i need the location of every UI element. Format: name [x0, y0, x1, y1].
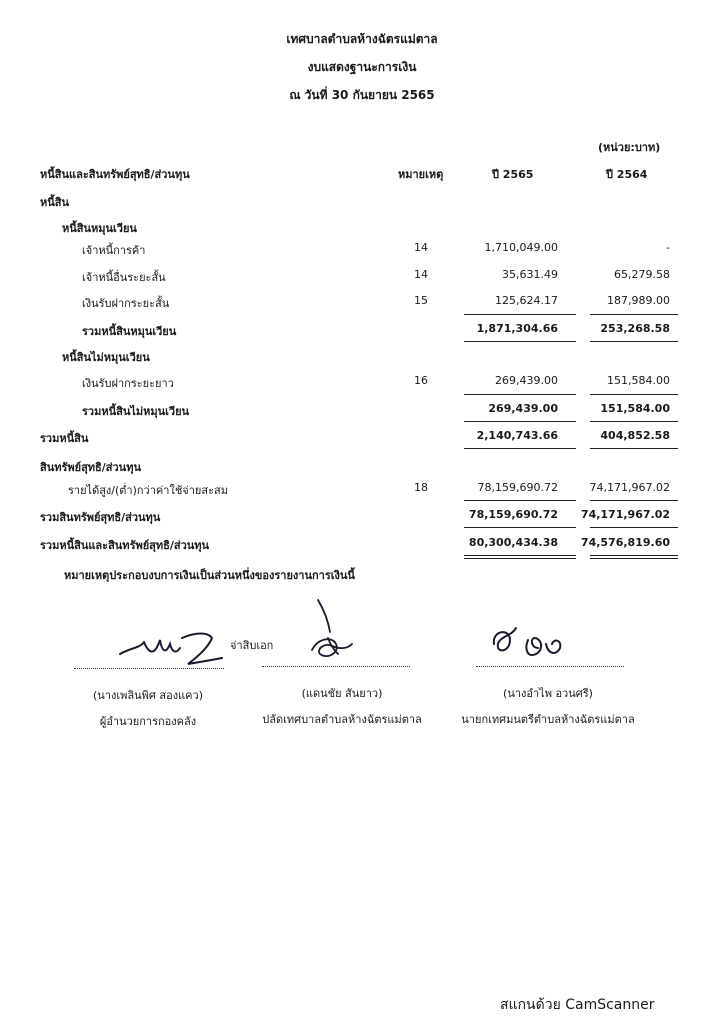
- unit-label: (หน่วย:บาท): [598, 141, 661, 154]
- row-note: 16: [414, 374, 428, 387]
- subtotal-rule: [464, 500, 576, 501]
- signer-2-name: (แดนชัย สันยาว): [301, 687, 383, 700]
- row-value-2565: 1,871,304.66: [476, 322, 558, 335]
- row-value-2565: 1,710,049.00: [484, 241, 558, 254]
- row-value-2564: 65,279.58: [614, 268, 670, 281]
- row-value-2565: 78,159,690.72: [468, 508, 558, 521]
- row-label: รวมหนี้สินหมุนเวียน: [82, 325, 177, 338]
- row-value-2565: 269,439.00: [495, 374, 558, 387]
- row-value-2564: 151,584.00: [600, 402, 670, 415]
- row-value-2565: 2,140,743.66: [476, 429, 558, 442]
- row-value-2565: 269,439.00: [488, 402, 558, 415]
- subtotal-rule: [464, 527, 576, 528]
- row-value-2564: 253,268.58: [600, 322, 670, 335]
- row-label: เจ้าหนี้อื่นระยะสั้น: [82, 271, 166, 284]
- subtotal-rule: [464, 394, 576, 395]
- subtotal-rule: [590, 341, 678, 342]
- row-label: รวมสินทรัพย์สุทธิ/ส่วนทุน: [40, 511, 161, 524]
- signer-3-name: (นางอำไพ อวนศรี): [503, 687, 593, 700]
- subtotal-rule: [590, 394, 678, 395]
- row-value-2564: 404,852.58: [600, 429, 670, 442]
- col-2564-header: ปี 2564: [606, 168, 648, 181]
- row-label: หนี้สินหมุนเวียน: [62, 222, 137, 235]
- signer-1-name: (นางเพลินพิศ สองแคว): [93, 689, 203, 702]
- row-label: เงินรับฝากระยะสั้น: [82, 297, 170, 310]
- row-value-2565: 80,300,434.38: [468, 536, 558, 549]
- grand-total-rule: [464, 558, 576, 559]
- notes-statement: หมายเหตุประกอบงบการเงินเป็นส่วนหนึ่งของรายงานการเงินนี้: [64, 569, 355, 582]
- row-value-2564: 187,989.00: [607, 294, 670, 307]
- row-value-2564: 151,584.00: [607, 374, 670, 387]
- row-value-2565: 78,159,690.72: [477, 481, 558, 494]
- row-value-2565: 125,624.17: [495, 294, 558, 307]
- subtotal-rule: [590, 500, 678, 501]
- subtotal-rule: [464, 314, 576, 315]
- subtotal-rule: [590, 314, 678, 315]
- subtotal-rule: [464, 448, 576, 449]
- signature-line-2: [262, 666, 410, 667]
- row-value-2564: 74,171,967.02: [580, 508, 670, 521]
- signer-1-role: ผู้อำนวยการกองคลัง: [99, 715, 197, 728]
- signature-1-mark: [116, 618, 226, 670]
- row-value-2564: 74,576,819.60: [580, 536, 670, 549]
- signature-3-mark: [488, 614, 568, 666]
- row-note: 18: [414, 481, 428, 494]
- signature-line-1: [74, 668, 224, 669]
- row-label: เจ้าหนี้การค้า: [82, 244, 146, 257]
- row-label: รวมหนี้สินไม่หมุนเวียน: [82, 405, 190, 418]
- col-note-header: หมายเหตุ: [398, 168, 444, 181]
- subtotal-rule: [590, 421, 678, 422]
- signature-2-mark: [298, 598, 358, 666]
- row-note: 14: [414, 268, 428, 281]
- subtotal-rule: [464, 341, 576, 342]
- grand-total-rule: [590, 555, 678, 556]
- row-label: รวมหนี้สินและสินทรัพย์สุทธิ/ส่วนทุน: [40, 539, 210, 552]
- signer-2-role: ปลัดเทศบาลตำบลห้างฉัตรแม่ตาล: [262, 713, 422, 726]
- row-note: 15: [414, 294, 428, 307]
- subtotal-rule: [590, 448, 678, 449]
- row-value-2564: -: [666, 241, 670, 254]
- statement-title: งบแสดงฐานะการเงิน: [307, 60, 417, 74]
- grand-total-rule: [464, 555, 576, 556]
- statement-date: ณ วันที่ 30 กันยายน 2565: [289, 88, 435, 102]
- subtotal-rule: [590, 527, 678, 528]
- subtotal-rule: [464, 421, 576, 422]
- col-2565-header: ปี 2565: [492, 168, 534, 181]
- grand-total-rule: [590, 558, 678, 559]
- org-name: เทศบาลตำบลห้างฉัตรแม่ตาล: [286, 32, 438, 46]
- row-value-2564: 74,171,967.02: [589, 481, 670, 494]
- row-label: หนี้สิน: [40, 196, 70, 209]
- row-note: 14: [414, 241, 428, 254]
- signer-3-role: นายกเทศมนตรีตำบลห้างฉัตรแม่ตาล: [461, 713, 635, 726]
- row-label: รายได้สูง/(ต่ำ)กว่าค่าใช้จ่ายสะสม: [68, 484, 228, 497]
- prepared-title: จ่าสิบเอก: [230, 639, 274, 652]
- row-label: สินทรัพย์สุทธิ/ส่วนทุน: [40, 461, 141, 474]
- scanner-watermark: สแกนด้วย CamScanner: [500, 997, 655, 1013]
- row-value-2565: 35,631.49: [502, 268, 558, 281]
- row-label: หนี้สินไม่หมุนเวียน: [62, 351, 150, 364]
- col-label-header: หนี้สินและสินทรัพย์สุทธิ/ส่วนทุน: [40, 168, 190, 181]
- row-label: รวมหนี้สิน: [40, 432, 89, 445]
- signature-line-3: [476, 666, 624, 667]
- row-label: เงินรับฝากระยะยาว: [82, 377, 174, 390]
